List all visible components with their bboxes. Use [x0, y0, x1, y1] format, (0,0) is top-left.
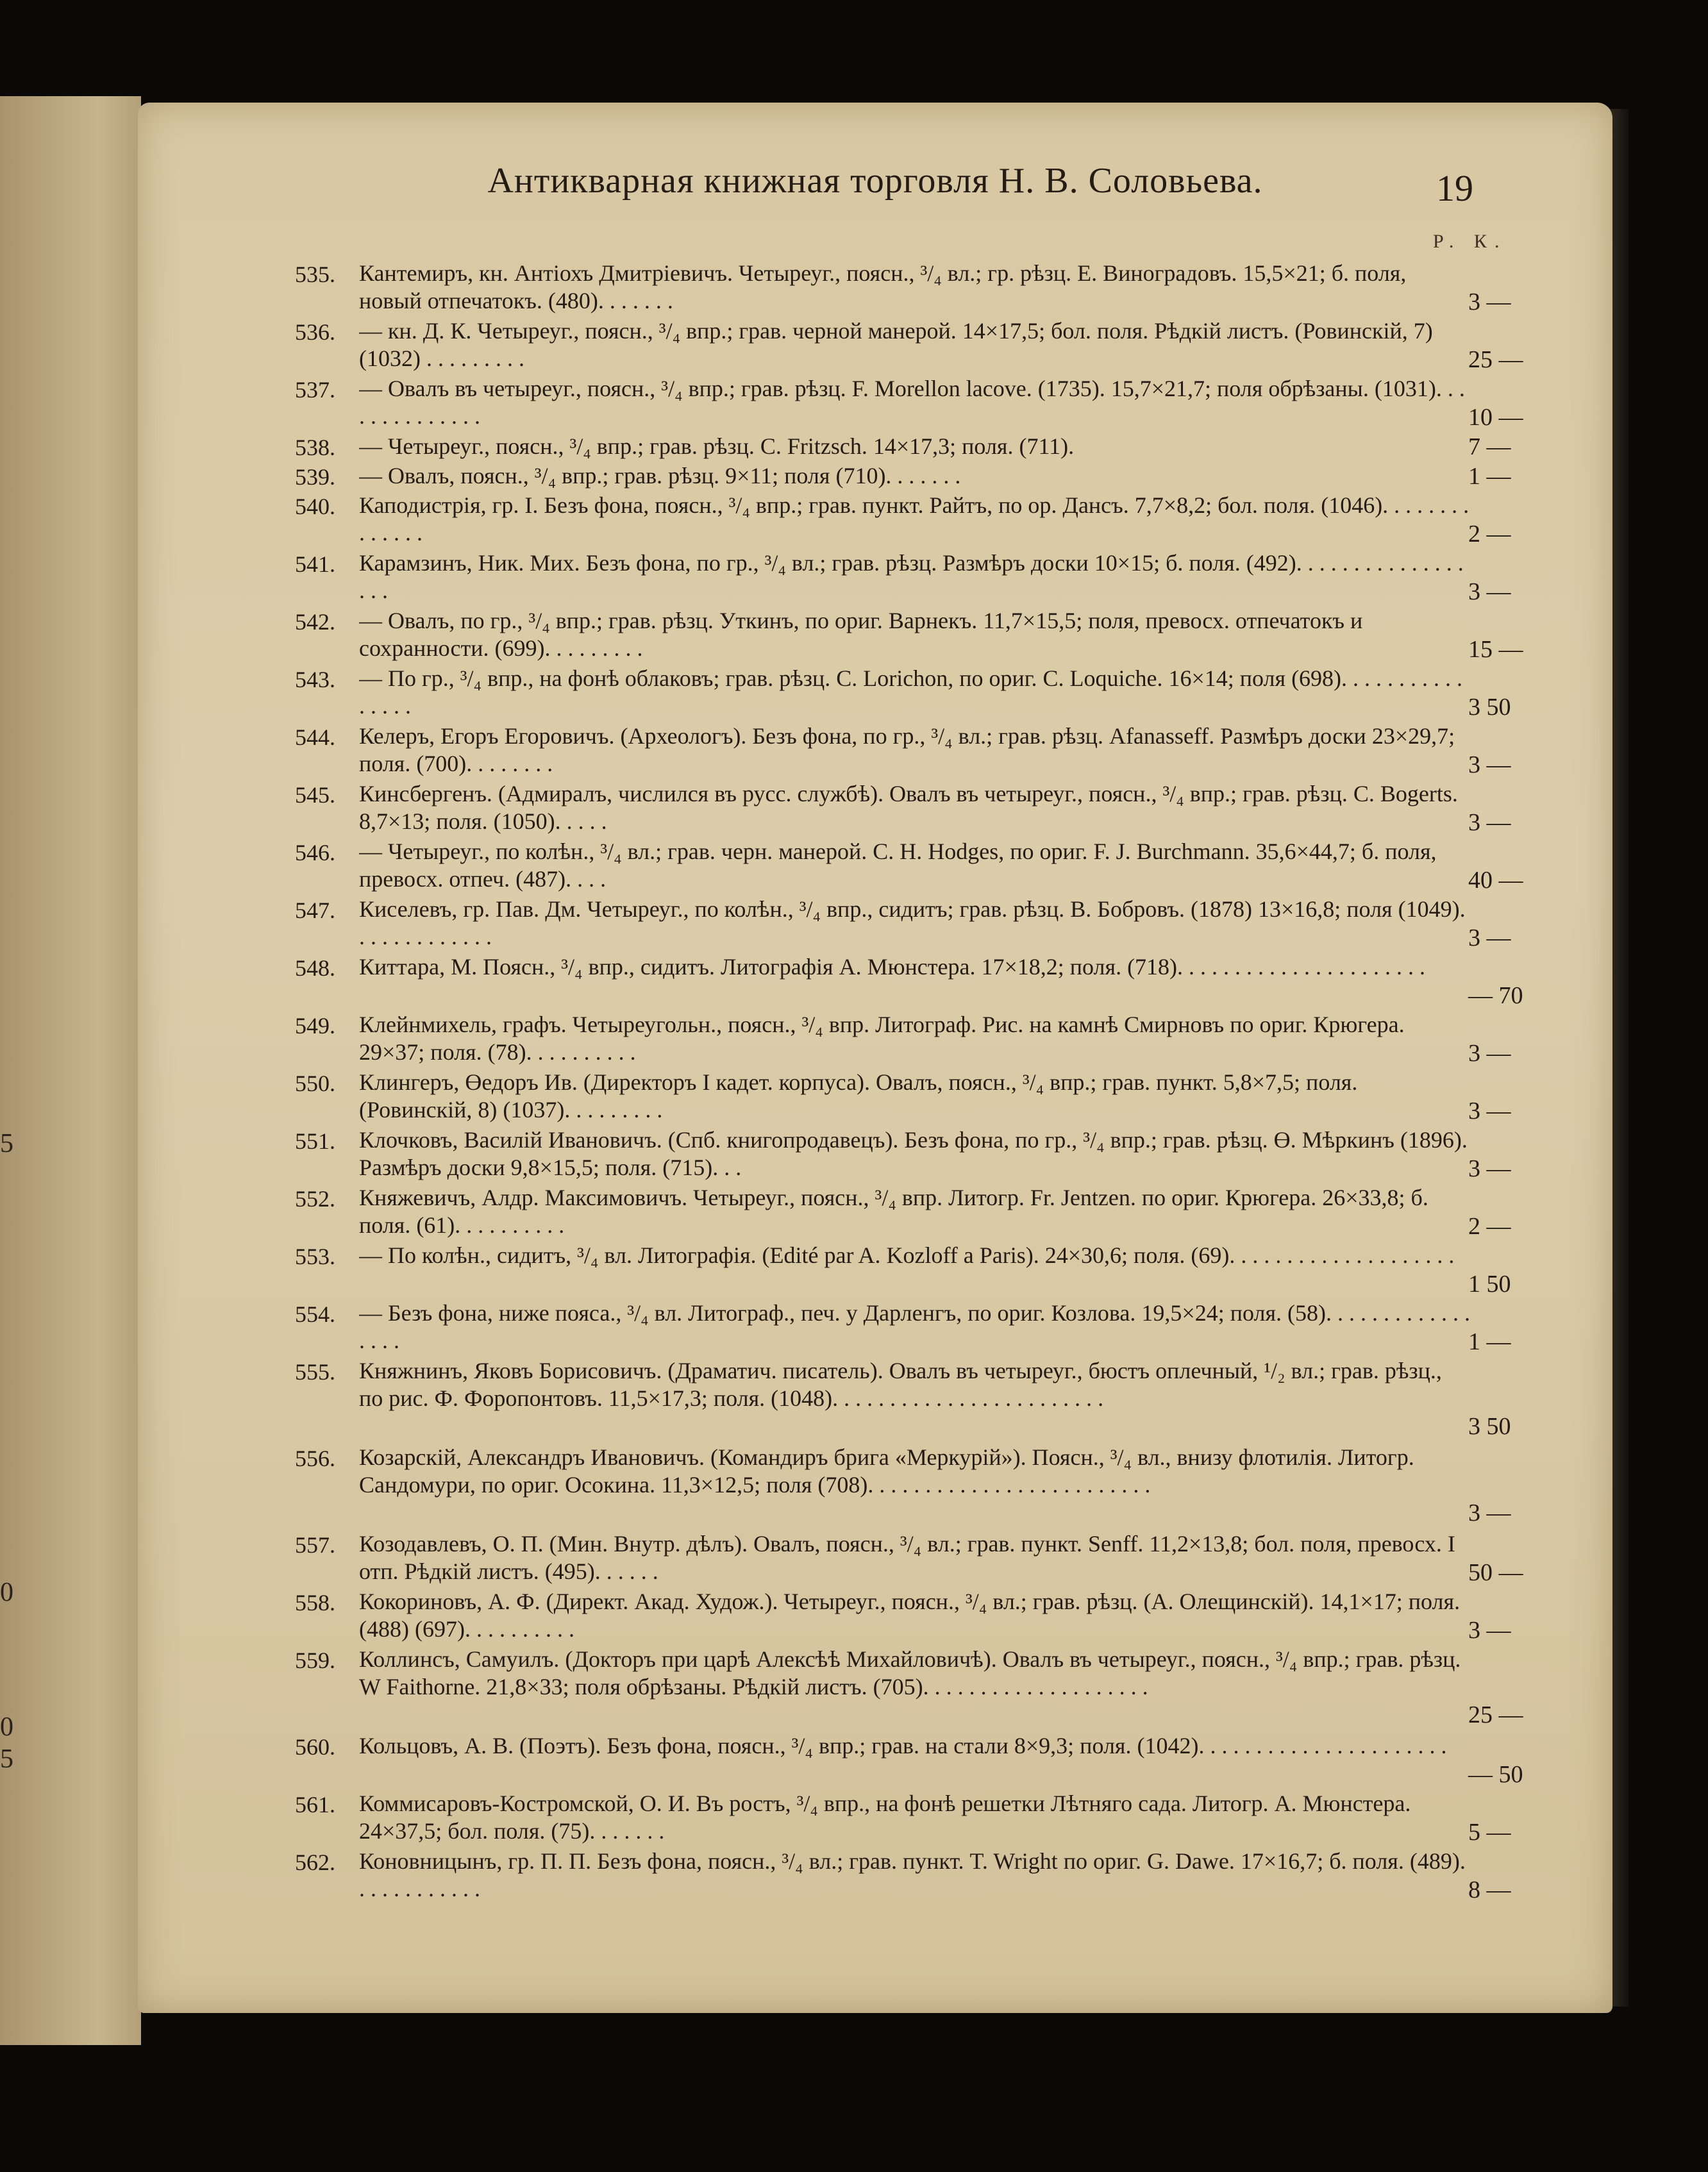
entry-description: — Овалъ, поясн., ³/₄ впр.; грав. рѣзц. 9×11; поля (710). . . . . . .: [359, 463, 961, 489]
entry-description: Коновницынъ, гр. П. П. Безъ фона, поясн., ³/₄ вл.; грав. пункт. T. Wright по ориг. G. Dawe. 17×16,7; б. поля. (489). . . . . . . . . . . .: [359, 1848, 1466, 1901]
entry-number: 535.: [295, 262, 335, 287]
entry-price: 5 —: [1468, 1819, 1511, 1846]
price-column-header: Р. К.: [1433, 231, 1507, 252]
entry-price: 7 —: [1468, 433, 1511, 460]
entry-description: Клочковъ, Василій Ивановичъ. (Спб. книгопродавецъ). Безъ фона, по гр., ³/₄ впр.; грав. рѣзц. Ө. Мѣркинъ (1896). Размѣръ доски 9,8×15,5; поля. (715). . .: [359, 1127, 1468, 1180]
catalog-entry: [138, 665, 1612, 723]
entry-price: 3 50: [1468, 1413, 1511, 1440]
entry-description: Коммисаровъ-Костромской, О. И. Въ ростъ, ³/₄ впр., на фонѣ решетки Лѣтняго сада. Литогр. А. Мюнстера. 24×37,5; бол. поля. (75). . . . . . .: [359, 1791, 1411, 1844]
catalog-entry: [138, 1530, 1612, 1588]
left-page-fragment: 0: [0, 1712, 13, 1742]
entry-price: 3 —: [1468, 751, 1511, 778]
entry-number: 550.: [295, 1071, 335, 1096]
entry-price: 40 —: [1468, 867, 1523, 894]
entry-description: Каподистрія, гр. І. Безъ фона, поясн., ³/₄ впр.; грав. пункт. Райтъ, по ор. Дансъ. 7,7×8,2; бол. поля. (1046). . . . . . . . . . . . . .: [359, 492, 1469, 546]
entry-number: 551.: [295, 1128, 335, 1154]
entry-description: — кн. Д. К. Четыреуг., поясн., ³/₄ впр.; грав. черной манерой. 14×17,5; бол. поля. Рѣдкій листъ. (Ровинскій, 7) (1032) . . . . . . . . .: [359, 318, 1433, 371]
entry-price: 10 —: [1468, 404, 1523, 431]
catalog-entry: [138, 1184, 1612, 1242]
entry-price: 1 —: [1468, 1328, 1511, 1355]
catalog-entry: [138, 1848, 1612, 1905]
entry-price: — 70: [1468, 982, 1523, 1009]
entry-price: 3 —: [1468, 288, 1511, 315]
entry-description: — Четыреуг., поясн., ³/₄ впр.; грав. рѣзц. C. Fritzsch. 14×17,3; поля. (711).: [359, 433, 1075, 459]
entry-description: — По колѣн., сидитъ, ³/₄ вл. Литографія. (Edité par A. Kozloff a Paris). 24×30,6; поля. (69). . . . . . . . . . . . . . . . . . . .: [359, 1242, 1455, 1268]
entry-price: 3 —: [1468, 809, 1511, 836]
catalog-entry: [138, 462, 1612, 492]
entry-price: 3 —: [1468, 1040, 1511, 1067]
entry-number: 548.: [295, 955, 335, 981]
entry-description: — Овалъ, по гр., ³/₄ впр.; грав. рѣзц. Уткинъ, по ориг. Варнекъ. 11,7×15,5; поля, превосх. отпечатокъ и сохранности. (699). . . . . . . . .: [359, 608, 1363, 661]
catalog-entry: [138, 723, 1612, 780]
catalog-entry: [138, 1126, 1612, 1184]
entry-price: 1 —: [1468, 463, 1511, 490]
entry-price: 3 —: [1468, 578, 1511, 605]
entry-number: 536.: [295, 319, 335, 345]
catalog-entry: [138, 1444, 1612, 1530]
entry-number: 542.: [295, 609, 335, 635]
entry-number: 557.: [295, 1532, 335, 1558]
catalog-entry: [138, 953, 1612, 1011]
catalog-entries: [138, 260, 1612, 1905]
entry-number: 561.: [295, 1792, 335, 1817]
entry-price: 3 50: [1468, 694, 1511, 721]
entry-price: 3 —: [1468, 1155, 1511, 1182]
entry-description: Киселевъ, гр. Пав. Дм. Четыреуг., по колѣн., ³/₄ впр., сидитъ; грав. рѣзц. В. Бобровъ. (1878) 13×16,8; поля (1049). . . . . . . . . . . . .: [359, 896, 1466, 949]
entry-number: 559.: [295, 1648, 335, 1673]
catalog-entry: [138, 896, 1612, 953]
entry-number: 543.: [295, 667, 335, 692]
catalog-entry: [138, 1357, 1612, 1444]
entry-description: Келеръ, Егоръ Егоровичъ. (Археологъ). Безъ фона, по гр., ³/₄ вл.; грав. рѣзц. Afanasseff. Размѣръ доски 23×29,7; поля. (700). . . . . . . .: [359, 723, 1455, 776]
entry-number: 558.: [295, 1590, 335, 1616]
entry-description: Клингеръ, Өедоръ Ив. (Директоръ I кадет. корпуса). Овалъ, поясн., ³/₄ впр.; грав. пункт. 5,8×7,5; поля. (Ровинскій, 8) (1037). . . . . . . . .: [359, 1069, 1358, 1123]
catalog-entry: [138, 375, 1612, 433]
catalog-entry: [138, 1732, 1612, 1790]
catalog-entry: [138, 1588, 1612, 1646]
entry-description: Княжнинъ, Яковъ Борисовичъ. (Драматич. писатель). Овалъ въ четыреуг., бюстъ оплечный, ¹/₂ вл.; грав. рѣзц., по рис. Ф. Форопонтовъ. 11,5×17,3; поля. (1048). . . . . . . . . . . . . . . . . . . . . . . .: [359, 1358, 1442, 1411]
entry-description: — Четыреуг., по колѣн., ³/₄ вл.; грав. черн. манерой. C. H. Hodges, по ориг. F. J. Burchmann. 35,6×44,7; б. поля, превосх. отпеч. (487). . . .: [359, 839, 1437, 892]
entry-price: — 50: [1468, 1761, 1523, 1788]
entry-description: — Овалъ въ четыреуг., поясн., ³/₄ впр.; грав. рѣзц. F. Morellon lacove. (1735). 15,7×21,7; поля обрѣзаны. (1031). . . . . . . . . . . . . .: [359, 376, 1465, 429]
entry-price: 15 —: [1468, 636, 1523, 663]
entry-number: 544.: [295, 724, 335, 750]
entry-number: 547.: [295, 898, 335, 923]
entry-number: 541.: [295, 551, 335, 577]
entry-price: 2 —: [1468, 1213, 1511, 1240]
entry-number: 538.: [295, 435, 335, 460]
entry-number: 537.: [295, 377, 335, 403]
entry-description: Кокориновъ, А. Ф. (Директ. Акад. Худож.). Четыреуг., поясн., ³/₄ вл.; грав. рѣзц. (А. Олещинскій). 14,1×17; поля. (488) (697). . . . . . . . . .: [359, 1589, 1461, 1642]
entry-price: 8 —: [1468, 1876, 1511, 1903]
left-page-fragment: 0: [0, 1578, 13, 1607]
entry-description: Клейнмихель, графъ. Четыреугольн., поясн., ³/₄ впр. Литограф. Рис. на камнѣ Смирновъ по ориг. Крюгера. 29×37; поля. (78). . . . . . . . . .: [359, 1012, 1405, 1065]
catalog-entry: [138, 780, 1612, 838]
entry-number: 540.: [295, 494, 335, 519]
catalog-entry: [138, 838, 1612, 896]
catalog-entry: [138, 607, 1612, 665]
catalog-entry: [138, 1242, 1612, 1299]
entry-description: — Безъ фона, ниже пояса., ³/₄ вл. Литограф., печ. у Дарленгъ, по ориг. Козлова. 19,5×24; поля. (58). . . . . . . . . . . . . . . . .: [359, 1300, 1471, 1353]
entry-number: 546.: [295, 840, 335, 865]
catalog-entry: [138, 1299, 1612, 1357]
entry-number: 556.: [295, 1446, 335, 1471]
entry-number: 555.: [295, 1359, 335, 1385]
entry-price: 3 —: [1468, 1098, 1511, 1124]
entry-number: 539.: [295, 464, 335, 490]
entry-price: 25 —: [1468, 1701, 1523, 1728]
catalog-entry: [138, 433, 1612, 462]
entry-number: 549.: [295, 1013, 335, 1039]
left-page-edge: [0, 96, 141, 2045]
entry-price: 3 —: [1468, 1500, 1511, 1526]
catalog-entry: [138, 549, 1612, 607]
entry-description: Карамзинъ, Ник. Мих. Безъ фона, по гр., ³/₄ вл.; грав. рѣзц. Размѣръ доски 10×15; б. поля. (492). . . . . . . . . . . . . . . . . .: [359, 550, 1464, 603]
running-head: Антикварная книжная торговля Н. В. Соловьева.: [487, 161, 1263, 201]
catalog-page: [138, 103, 1612, 2013]
entry-number: 552.: [295, 1186, 335, 1212]
entry-description: Киттара, М. Поясн., ³/₄ впр., сидитъ. Литографія А. Мюнстера. 17×18,2; поля. (718). . . . . . . . . . . . . . . . . . . . . .: [359, 954, 1426, 980]
entry-description: Коллинсъ, Самуилъ. (Докторъ при царѣ Алексѣѣ Михайловичѣ). Овалъ въ четыреуг., поясн., ³/₄ впр.; грав. рѣзц. W Faithorne. 21,8×33; поля обрѣзаны. Рѣдкій листъ. (705). . . . . . . . . . . . . . . . . . . .: [359, 1646, 1461, 1700]
catalog-entry: [138, 260, 1612, 317]
entry-number: 545.: [295, 782, 335, 808]
entry-price: 3 —: [1468, 1617, 1511, 1644]
entry-number: 560.: [295, 1734, 335, 1760]
entry-description: Кинсбергенъ. (Адмиралъ, числился въ русс. службѣ). Овалъ въ четыреуг., поясн., ³/₄ впр.; грав. рѣзц. C. Bogerts. 8,7×13; поля. (1050). . . . .: [359, 781, 1458, 834]
entry-price: 25 —: [1468, 346, 1523, 373]
entry-price: 2 —: [1468, 521, 1511, 547]
page-number: 19: [1436, 167, 1473, 209]
entry-description: Кольцовъ, А. В. (Поэтъ). Безъ фона, поясн., ³/₄ впр.; грав. на стали 8×9,3; поля. (1042). . . . . . . . . . . . . . . . . . . . . .: [359, 1733, 1447, 1758]
entry-number: 562.: [295, 1850, 335, 1875]
entry-description: Княжевичъ, Алдр. Максимовичъ. Четыреуг., поясн., ³/₄ впр. Литогр. Fr. Jentzen. по ориг. Крюгера. 26×33,8; б. поля. (61). . . . . . . . . .: [359, 1185, 1428, 1238]
entry-description: Козарскій, Александръ Ивановичъ. (Командиръ брига «Меркурій»). Поясн., ³/₄ вл., внизу флотилія. Литогр. Сандомури, по ориг. Осокина. 11,3×12,5; поля (708). . . . . . . . . . . . . . . . . . . . . . . . .: [359, 1444, 1414, 1498]
entry-description: Козодавлевъ, О. П. (Мин. Внутр. дѣлъ). Овалъ, поясн., ³/₄ вл.; грав. пункт. Senff. 11,2×13,8; бол. поля, превосх. I отп. Рѣдкій листъ. (495). . . . . .: [359, 1531, 1455, 1584]
catalog-entry: [138, 1069, 1612, 1126]
entry-price: 1 50: [1468, 1271, 1511, 1298]
entry-number: 553.: [295, 1244, 335, 1269]
entry-number: 554.: [295, 1301, 335, 1327]
entry-price: 50 —: [1468, 1559, 1523, 1586]
entry-description: Кантемиръ, кн. Антіохъ Дмитріевичъ. Четыреуг., поясн., ³/₄ вл.; гр. рѣзц. Е. Виноградовъ. 15,5×21; б. поля, новый отпечатокъ. (480). . . . . . .: [359, 260, 1407, 313]
catalog-entry: [138, 1011, 1612, 1069]
catalog-entry: [138, 1790, 1612, 1848]
catalog-entry: [138, 317, 1612, 375]
entry-price: 3 —: [1468, 924, 1511, 951]
catalog-entry: [138, 1646, 1612, 1732]
left-page-fragment: 5: [0, 1129, 13, 1158]
left-page-fragment: 5: [0, 1744, 13, 1774]
catalog-entry: [138, 492, 1612, 549]
entry-description: — По гр., ³/₄ впр., на фонѣ облаковъ; грав. рѣзц. C. Lorichon, по ориг. C. Loquiche. 16×14; поля (698). . . . . . . . . . . . . . . .: [359, 665, 1463, 719]
